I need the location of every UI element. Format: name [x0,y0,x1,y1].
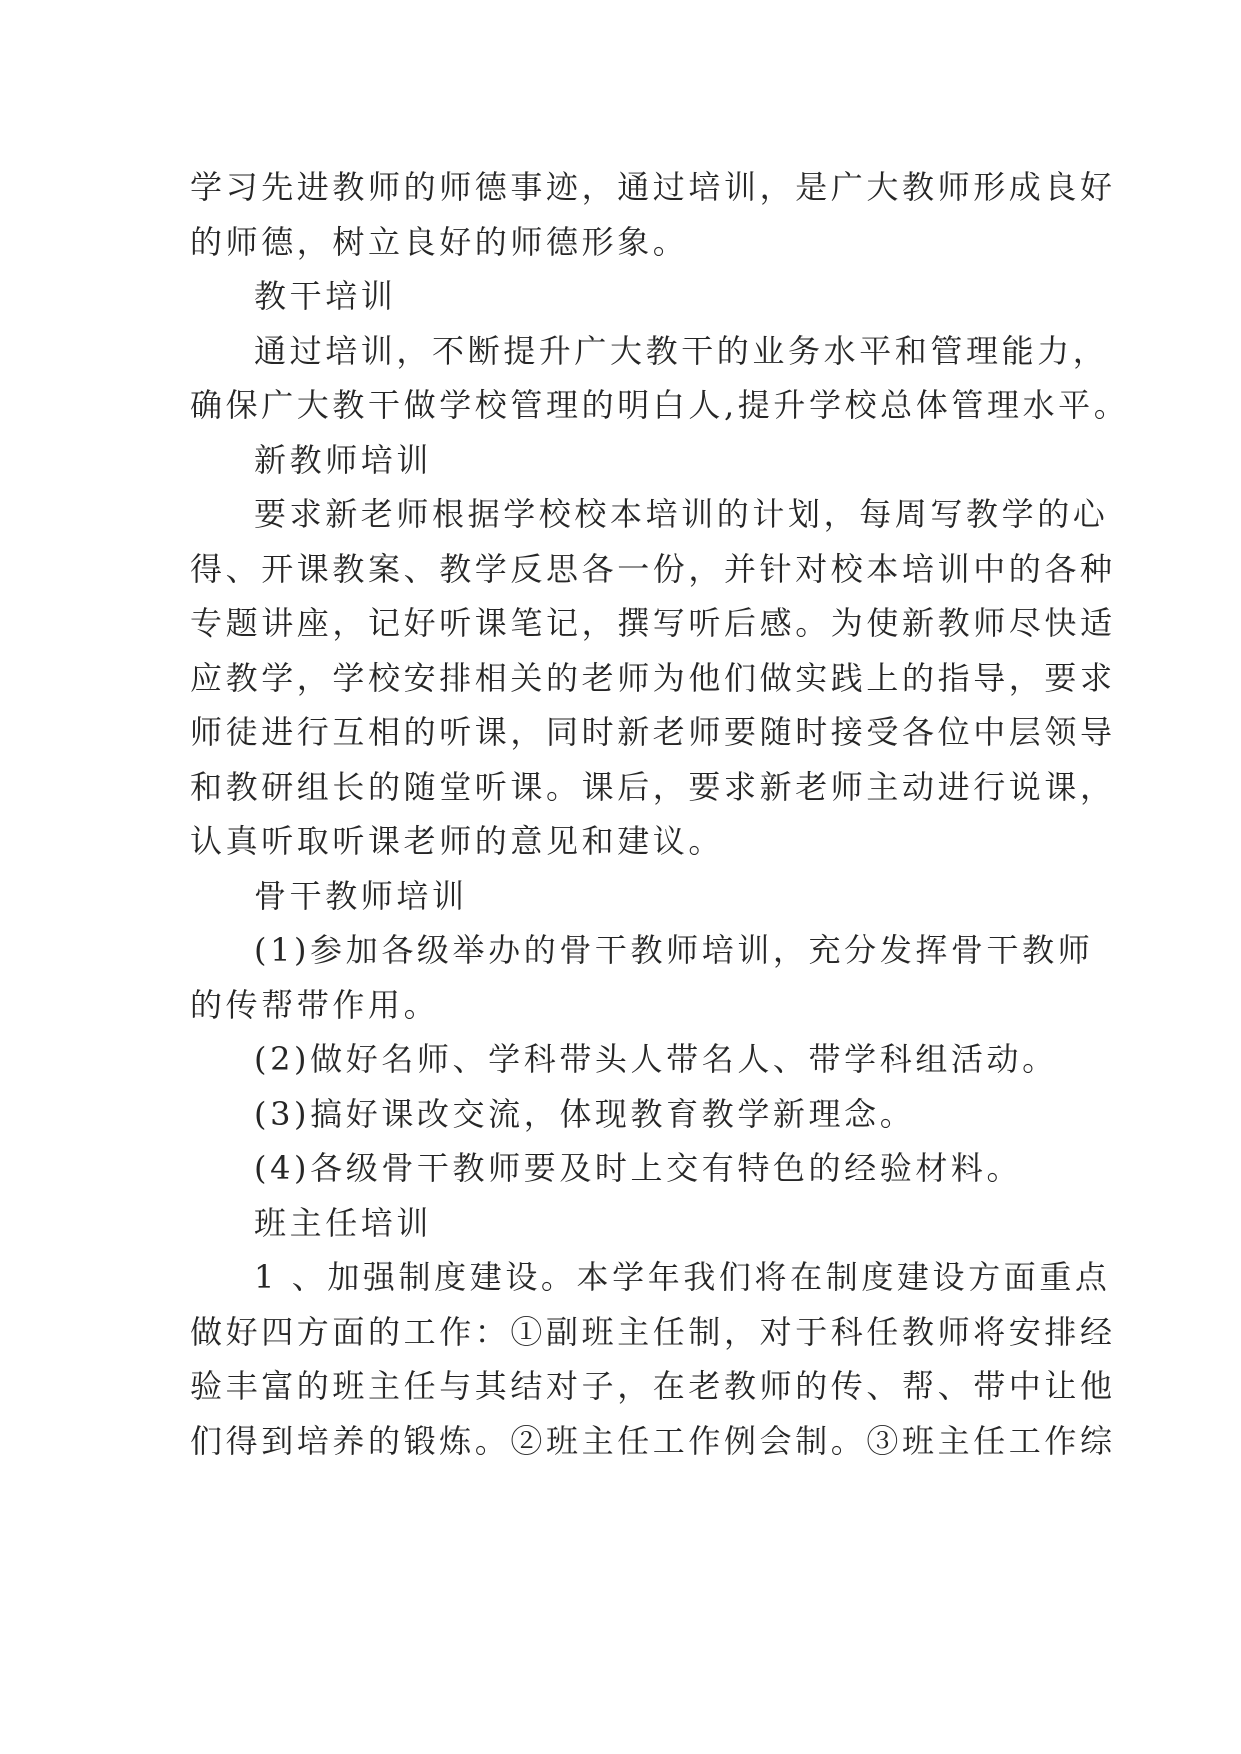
document-body [190,160,1130,1468]
paragraph-line: 的师德，树立良好的师德形象。 [190,222,689,261]
paragraph-line-indented: (4)各级骨干教师要及时上交有特色的经验材料。 [254,1149,1023,1187]
paragraph-line-indented: (3)搞好课改交流，体现教育教学新理念。 [254,1094,916,1133]
paragraph-line-indented: 骨干教师培训 [254,876,468,915]
paragraph-line-indented: 班主任培训 [254,1203,433,1242]
paragraph-line: 专题讲座，记好听课笔记，撰写听后感。为使新教师尽快适 [190,604,1116,642]
paragraph-line-indented: (2)做好名师、学科带头人带名人、带学科组活动。 [254,1040,1058,1078]
paragraph-line-indented: (1)参加各级举办的骨干教师培训，充分发挥骨干教师 [254,931,1094,969]
paragraph-line: 做好四方面的工作：①副班主任制，对于科任教师将安排经 [190,1312,1116,1351]
paragraph-line: 和教研组长的随堂听课。课后，要求新老师主动进行说课， [190,767,1116,806]
paragraph-line-indented: 新教师培训 [254,440,433,479]
paragraph-line: 确保广大教干做学校管理的明白人,提升学校总体管理水平。 [190,386,1130,424]
paragraph-line: 学习先进教师的师德事迹，通过培训，是广大教师形成良好 [190,168,1116,206]
paragraph-line: 认真听取听课老师的意见和建议。 [190,822,725,860]
paragraph-line: 得、开课教案、教学反思各一份，并针对校本培训中的各种 [190,549,1116,588]
paragraph-line-indented: 1 、加强制度建设。本学年我们将在制度建设方面重点 [254,1258,1111,1296]
paragraph-line: 的传帮带作用。 [190,985,440,1024]
paragraph-line-indented: 教干培训 [254,277,397,315]
paragraph-line: 师徒进行互相的听课，同时新老师要随时接受各位中层领导 [190,713,1116,751]
paragraph-line: 应教学，学校安排相关的老师为他们做实践上的指导，要求 [190,658,1116,697]
paragraph-line: 们得到培养的锻炼。②班主任工作例会制。③班主任工作综 [190,1421,1116,1460]
paragraph-line: 验丰富的班主任与其结对子，在老教师的传、帮、带中让他 [190,1367,1116,1405]
paragraph-line-indented: 要求新老师根据学校校本培训的计划，每周写教学的心 [254,495,1109,533]
paragraph-line-indented: 通过培训，不断提升广大教干的业务水平和管理能力， [254,331,1109,370]
